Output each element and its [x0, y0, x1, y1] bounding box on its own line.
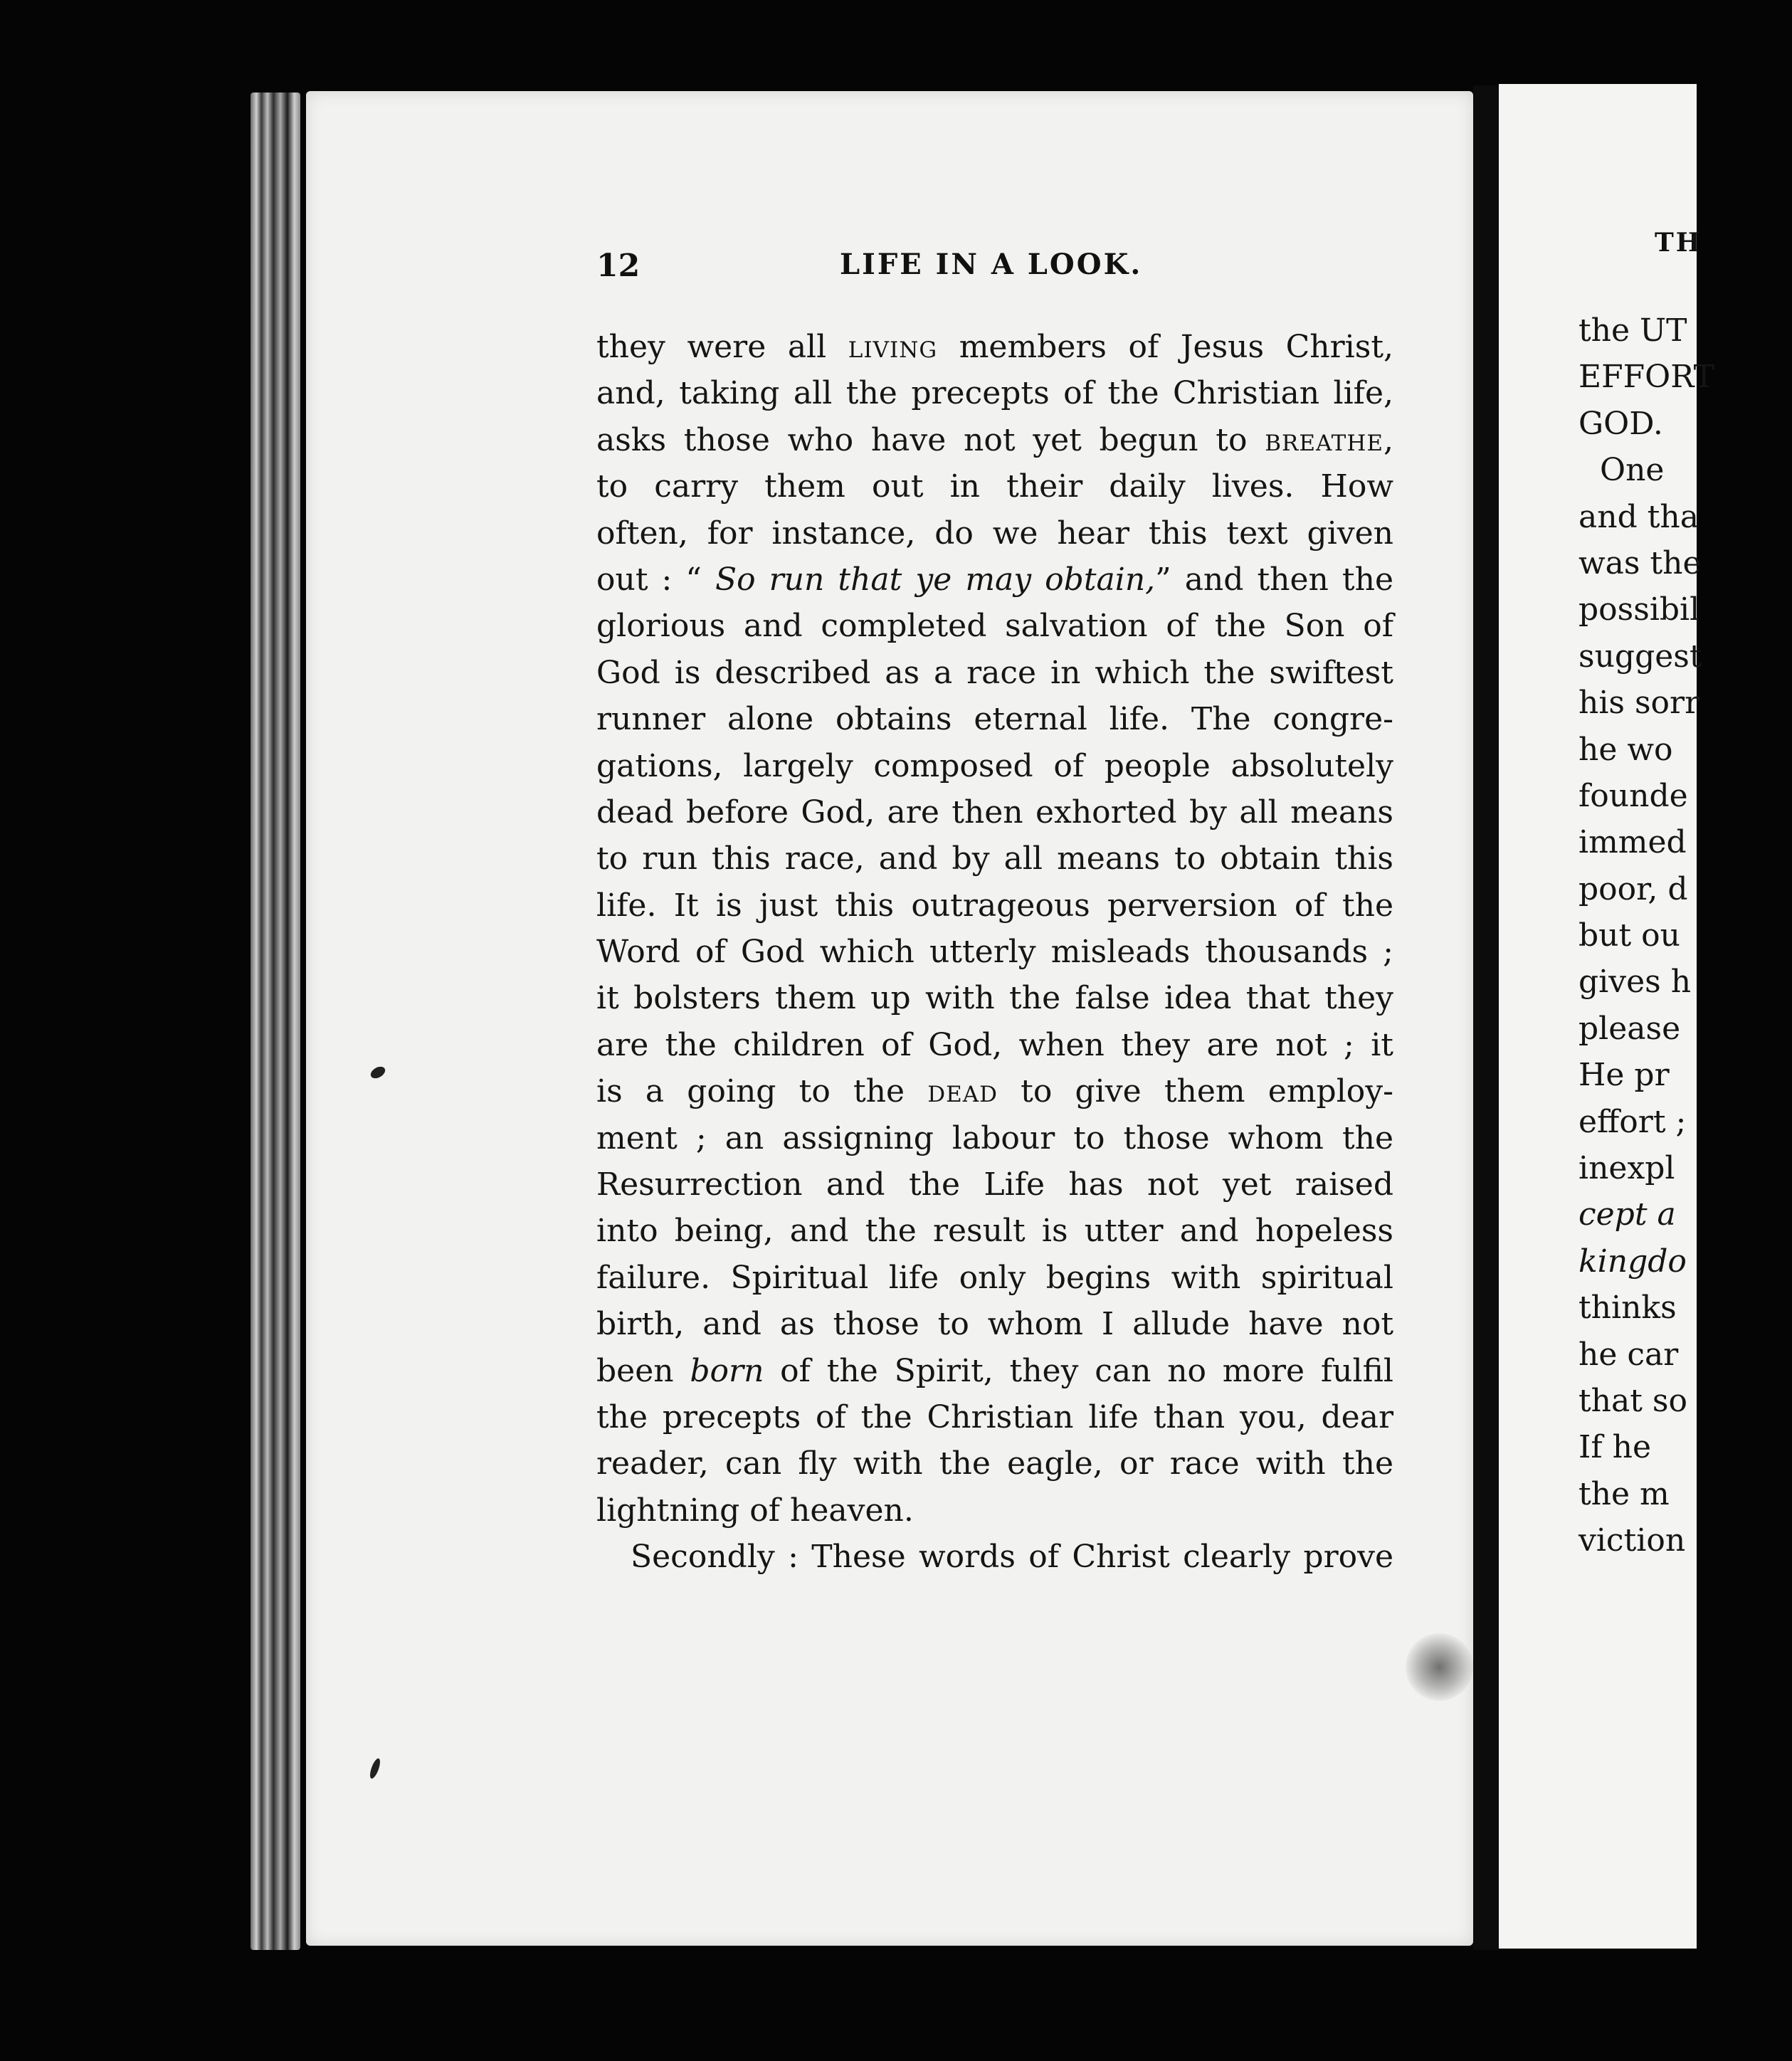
right-text-line: he car [1578, 1336, 1679, 1373]
text-run: Resurrection and the Life has not yet raised [596, 1166, 1393, 1203]
right-text-line: He pr [1578, 1057, 1670, 1094]
text-line [596, 1534, 1393, 1580]
right-text-line: EFFORT [1578, 359, 1714, 396]
right-text-line: kingdo [1578, 1243, 1687, 1280]
text-line [596, 1208, 1393, 1254]
right-text-line: gives h [1578, 964, 1692, 1001]
text-line [596, 650, 1393, 696]
right-text-line: the UT [1578, 312, 1687, 349]
text-run: is a going to the [596, 1073, 928, 1110]
text-line [596, 1348, 1393, 1394]
text-run: they were all [596, 329, 848, 365]
text-line [596, 1255, 1393, 1301]
text-run: gations, largely composed of people absolutely [596, 747, 1393, 784]
right-text-line: If he [1578, 1429, 1652, 1466]
text-run: birth, and as those to whom I allude have not [596, 1306, 1393, 1343]
small-caps-word: breathe [1265, 421, 1383, 458]
right-text-line: and tha [1578, 498, 1699, 535]
text-line [596, 324, 1393, 370]
right-text-line: effort ; [1578, 1103, 1687, 1140]
text-run: are the children of God, when they are not ; it [596, 1026, 1393, 1063]
right-text-line: his sorr [1578, 685, 1700, 722]
text-line [596, 789, 1393, 836]
right-text-line: please [1578, 1010, 1681, 1047]
text-run: Word of God which utterly misleads thousands ; [596, 934, 1393, 971]
right-text-line: founde [1578, 777, 1688, 814]
text-run: and, taking all the precepts of the Christian life, [596, 375, 1393, 412]
text-run: God is described as a race in which the swiftest [596, 654, 1393, 691]
text-run: ment ; an assigning labour to those whom the [596, 1119, 1393, 1156]
text-run: the precepts of the Christian life than you, dear [596, 1398, 1393, 1435]
text-run: failure. Spiritual life only begins with spiritual [596, 1259, 1393, 1296]
right-text-line: poor, d [1578, 870, 1688, 907]
running-title: LIFE IN A LOOK. [840, 248, 1143, 281]
text-run: often, for instance, do we hear this text given [596, 515, 1393, 552]
text-line [596, 1440, 1393, 1487]
right-text-line: the m [1578, 1475, 1670, 1512]
small-caps-word: living [848, 329, 938, 365]
page-header [596, 248, 1393, 297]
right-text-line: thinks [1578, 1290, 1677, 1327]
text-line [596, 1115, 1393, 1161]
right-text-line: that so [1578, 1382, 1687, 1419]
ink-smudge [1406, 1633, 1473, 1701]
right-text-line: inexpl [1578, 1150, 1675, 1187]
right-page-body-text [1578, 307, 1792, 1564]
right-text-line: possibil [1578, 591, 1700, 628]
text-run: it bolsters them up with the false idea that they [596, 980, 1393, 1017]
text-run: asks those who have not yet begun to [596, 421, 1265, 458]
italic-phrase: So run that ye may obtain, [715, 561, 1156, 598]
text-line [596, 696, 1393, 742]
text-line [596, 370, 1393, 416]
text-line [596, 603, 1393, 649]
right-text-line: suggest [1578, 638, 1702, 675]
text-line [596, 510, 1393, 557]
text-line [596, 1161, 1393, 1208]
right-text-line: cept a [1578, 1196, 1676, 1233]
text-run: ” and then the [1155, 561, 1393, 598]
text-line [596, 1487, 1393, 1534]
page-gutter [1473, 85, 1499, 1950]
text-run: Secondly : These words of Christ clearly prove [631, 1539, 1393, 1576]
text-line [596, 882, 1393, 929]
text-line [596, 1301, 1393, 1347]
text-line [596, 463, 1393, 510]
right-text-line: he wo [1578, 731, 1673, 768]
book-spine-edge [251, 93, 300, 1950]
text-run: glorious and completed salvation of the Son of [596, 608, 1393, 645]
text-run: , [1383, 421, 1393, 458]
right-text-line: immed [1578, 824, 1687, 861]
text-line [596, 836, 1393, 882]
text-run: dead before God, are then exhorted by all means [596, 794, 1393, 831]
text-run: to give them employ- [997, 1073, 1394, 1110]
text-run: to run this race, and by all means to obtain this [596, 840, 1393, 877]
text-run: runner alone obtains eternal life. The congre- [596, 701, 1393, 738]
left-page-body-text [596, 324, 1393, 1581]
right-text-line: but ou [1578, 917, 1680, 954]
text-run: been [596, 1352, 690, 1389]
right-running-title: TH [1655, 228, 1702, 258]
text-run: lightning of heaven. [596, 1492, 914, 1529]
text-run: to carry them out in their daily lives. How [596, 468, 1393, 505]
right-text-line: viction [1578, 1522, 1686, 1559]
text-run: of the Spirit, they can no more fulfil [764, 1352, 1393, 1389]
small-caps-word: dead [927, 1073, 998, 1110]
text-line [596, 1394, 1393, 1440]
right-text-line: GOD. [1578, 405, 1663, 442]
text-line [596, 929, 1393, 975]
page-number: 12 [596, 248, 641, 284]
text-line [596, 743, 1393, 789]
right-text-line: was the [1578, 544, 1702, 581]
text-line [596, 1022, 1393, 1068]
text-run: members of Jesus Christ, [937, 329, 1393, 365]
text-run: into being, and the result is utter and hopeless [596, 1213, 1393, 1250]
text-run: reader, can fly with the eagle, or race with the [596, 1445, 1393, 1482]
text-line [596, 557, 1393, 603]
right-text-line: One [1600, 452, 1665, 489]
italic-phrase: born [690, 1352, 764, 1389]
text-line [596, 1068, 1393, 1114]
text-line [596, 975, 1393, 1021]
text-line [596, 417, 1393, 463]
text-run: life. It is just this outrageous perversion of the [596, 887, 1393, 924]
text-run: out : “ [596, 561, 715, 598]
